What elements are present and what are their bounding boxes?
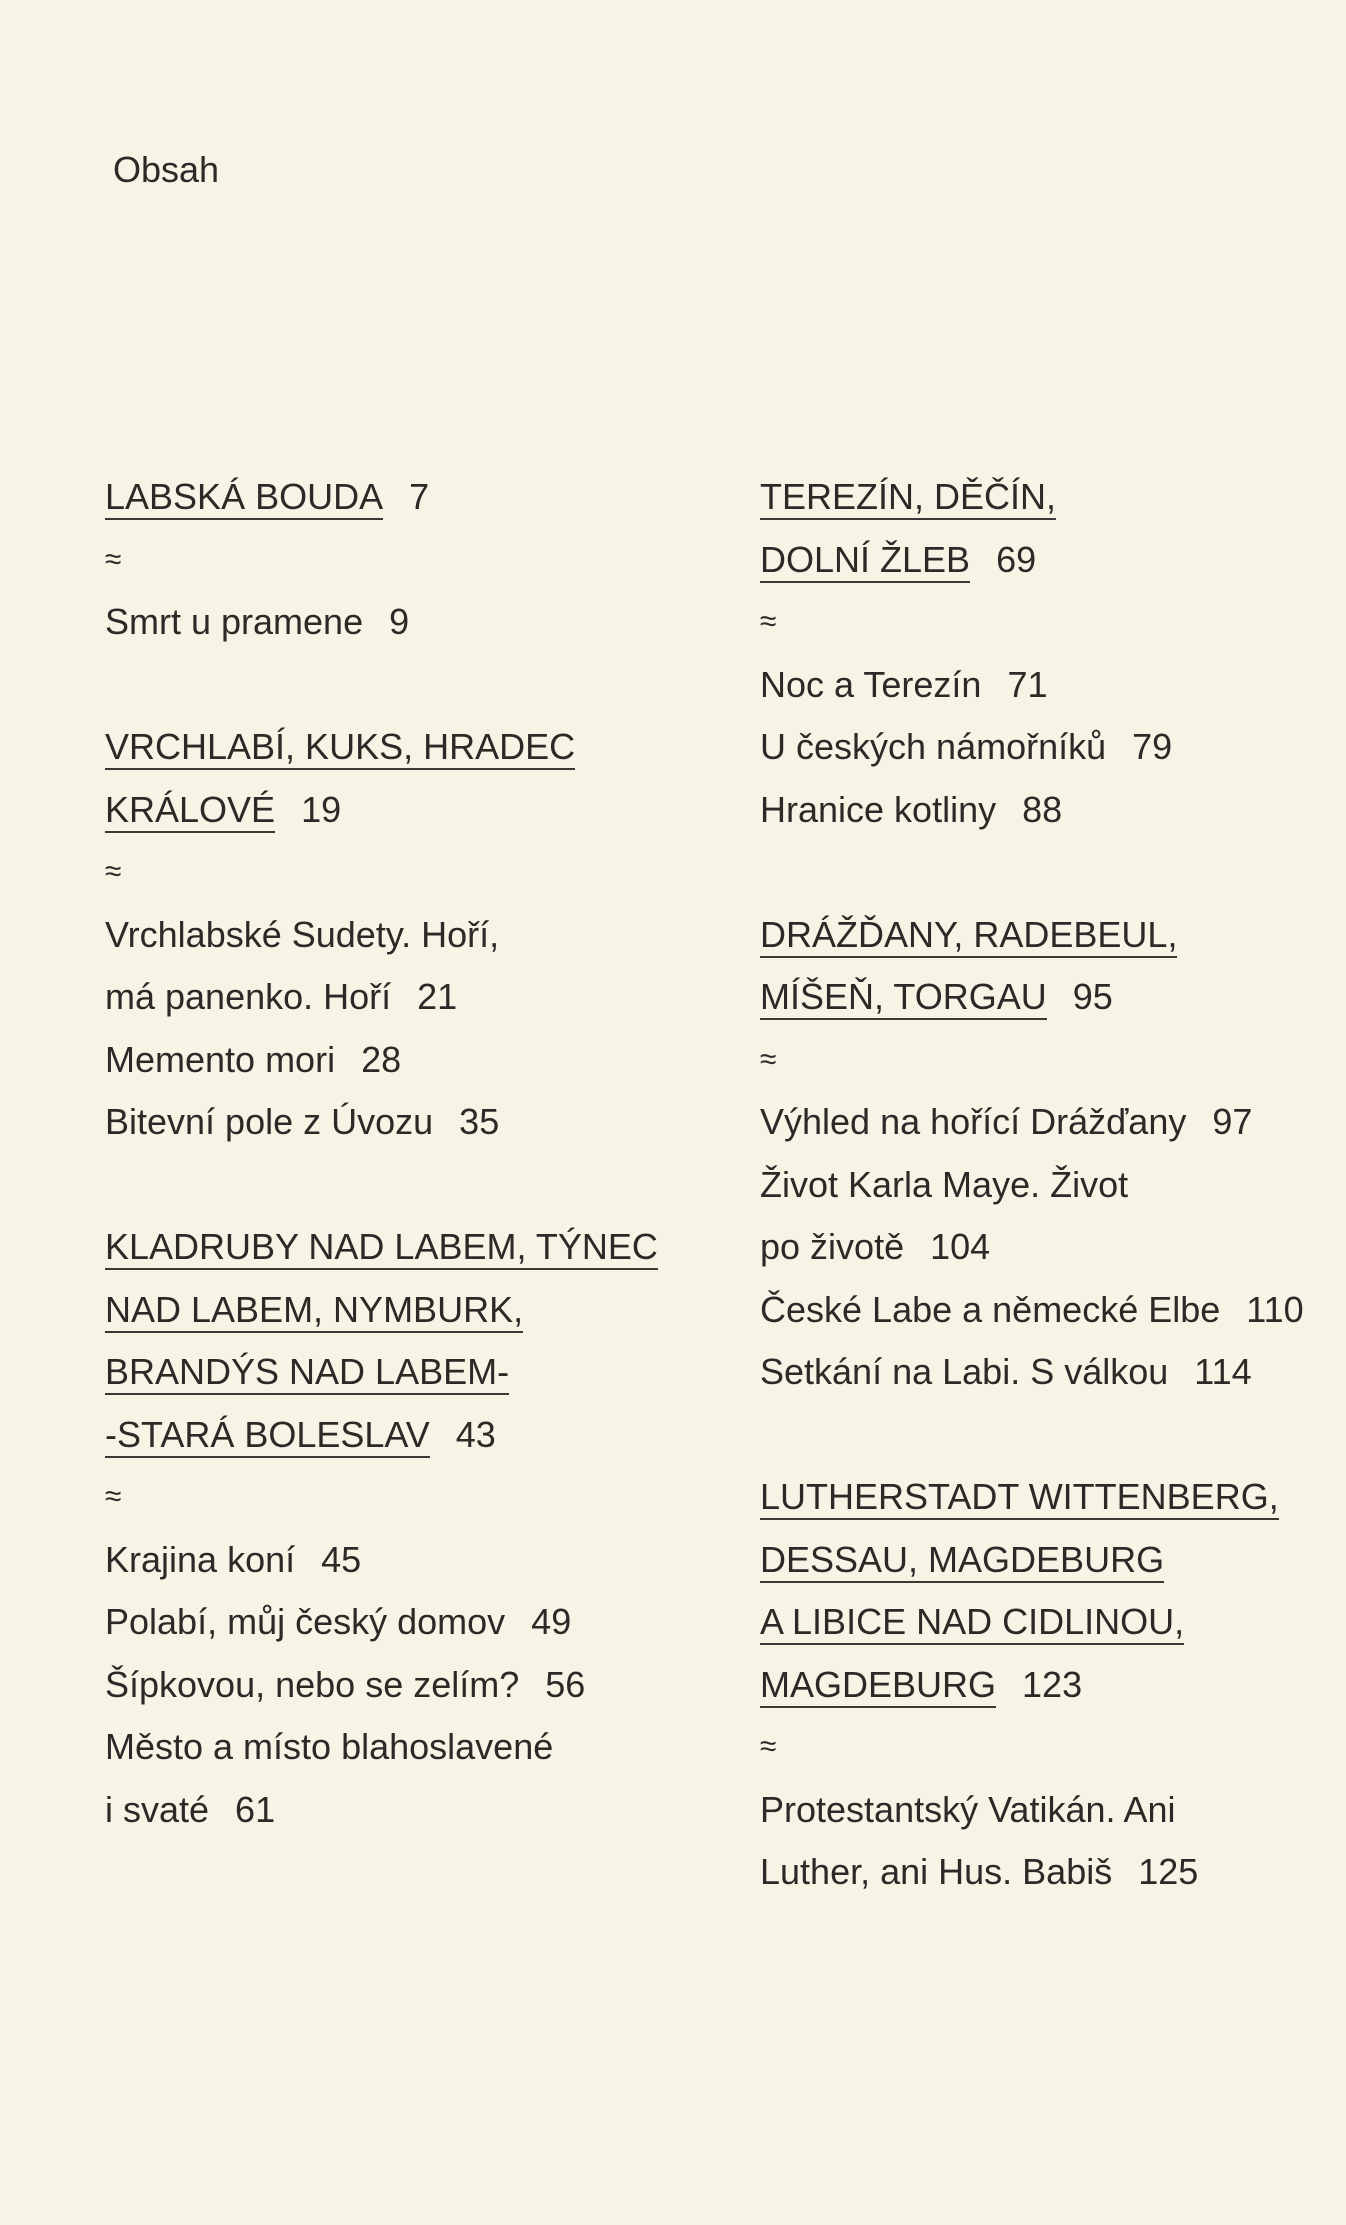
chapter-entry-line (760, 1841, 1346, 1904)
chapter-entry-line (105, 1779, 705, 1842)
page-title: Obsah (113, 149, 220, 190)
chapter-title: Krajina koní (105, 1538, 296, 1580)
section-page-number: 69 (996, 538, 1037, 580)
toc-section (760, 904, 1346, 1404)
toc-section (760, 466, 1346, 841)
section-title: KLADRUBY NAD LABEM, TÝNEC (105, 1226, 658, 1270)
section-page-number: 95 (1072, 976, 1113, 1017)
section-title: LABSKÁ BOUDA (105, 476, 383, 520)
chapter-title: Šípkovou, nebo se zelím? (105, 1663, 520, 1705)
section-title: NAD LABEM, NYMBURK, (105, 1289, 523, 1333)
section-title: LUTHERSTADT WITTENBERG, (760, 1476, 1279, 1520)
toc-section (105, 466, 705, 654)
chapter-title: po životě (760, 1226, 905, 1267)
chapter-entry-line (760, 1779, 1346, 1842)
separator-mark: ≈ (760, 1730, 777, 1763)
section-title: DOLNÍ ŽLEB (760, 539, 970, 583)
chapter-entry-line (760, 716, 1346, 779)
chapter-entry-line (105, 591, 705, 654)
chapter-page-number: 125 (1138, 1851, 1199, 1892)
chapter-entry-line (760, 1154, 1346, 1217)
chapter-entry-line (105, 1529, 705, 1592)
section-gap (760, 841, 1346, 904)
chapter-entry-line (760, 1216, 1346, 1279)
chapter-page-number: 110 (1246, 1288, 1304, 1330)
separator-mark: ≈ (105, 542, 122, 576)
chapter-title: Hranice kotliny (760, 788, 997, 830)
chapter-title: má panenko. Hoří (105, 976, 392, 1017)
chapter-entry-line (760, 779, 1346, 842)
chapter-page-number: 45 (321, 1538, 362, 1580)
section-title-line (105, 1279, 705, 1342)
section-title: A LIBICE NAD CIDLINOU, (760, 1601, 1184, 1645)
section-title-line (760, 466, 1346, 529)
chapter-page-number: 79 (1132, 726, 1173, 767)
chapter-title: Protestantský Vatikán. Ani (760, 1788, 1176, 1830)
chapter-page-number: 28 (361, 1038, 402, 1080)
section-title-line (760, 1591, 1346, 1654)
separator-mark: ≈ (105, 855, 122, 888)
section-title: MÍŠEŇ, TORGAU (760, 976, 1047, 1020)
separator-mark: ≈ (105, 1480, 122, 1513)
section-title: DRÁŽĎANY, RADEBEUL, (760, 914, 1177, 958)
section-title: KRÁLOVÉ (105, 789, 275, 833)
toc-section (760, 1466, 1346, 1904)
chapter-entry-line (105, 904, 705, 967)
section-page-number: 43 (455, 1413, 496, 1455)
section-title-line (105, 716, 705, 779)
chapter-title: Setkání na Labi. S válkou (760, 1351, 1169, 1392)
section-title-line (105, 1341, 705, 1404)
section-title-line (105, 779, 705, 842)
chapter-title: i svaté (105, 1788, 210, 1830)
chapter-title: Smrt u pramene (105, 601, 364, 642)
toc-section (105, 1216, 705, 1841)
section-title-line (105, 466, 705, 529)
section-page-number: 123 (1022, 1663, 1083, 1705)
section-title: BRANDÝS NAD LABEM- (105, 1351, 509, 1395)
chapter-page-number: 97 (1212, 1101, 1253, 1142)
chapter-entry-line (760, 1091, 1346, 1154)
chapter-entry-line (105, 966, 705, 1029)
chapter-entry-line (105, 1091, 705, 1154)
section-gap (105, 654, 705, 717)
chapter-page-number: 61 (235, 1788, 276, 1830)
chapter-page-number: 114 (1194, 1351, 1252, 1392)
section-page-number: 19 (301, 788, 342, 830)
section-page-number: 7 (409, 476, 430, 517)
toc-section (105, 716, 705, 1154)
chapter-title: Bitevní pole z Úvozu (105, 1101, 434, 1142)
toc-column-left (105, 466, 705, 1841)
section-gap (105, 1154, 705, 1217)
chapter-entry-line (760, 654, 1346, 717)
section-gap (760, 1404, 1346, 1467)
chapter-entry-line (760, 1341, 1346, 1404)
chapter-entry-line (760, 1279, 1346, 1342)
chapter-page-number: 71 (1007, 663, 1048, 705)
chapter-page-number: 56 (545, 1663, 586, 1705)
section-title: MAGDEBURG (760, 1664, 996, 1708)
chapter-title: Noc a Terezín (760, 663, 982, 705)
chapter-page-number: 88 (1022, 788, 1063, 830)
separator-mark: ≈ (760, 1042, 777, 1076)
chapter-title: Život Karla Maye. Život (760, 1163, 1129, 1205)
section-title-line (760, 1466, 1346, 1529)
chapter-page-number: 104 (930, 1226, 991, 1267)
section-title: DESSAU, MAGDEBURG (760, 1539, 1164, 1583)
chapter-title: Město a místo blahoslavené (105, 1726, 554, 1767)
section-title: -STARÁ BOLESLAV (105, 1414, 430, 1458)
section-title-line (760, 529, 1346, 592)
chapter-title: Luther, ani Hus. Babiš (760, 1851, 1113, 1892)
chapter-entry-line (105, 1716, 705, 1779)
separator-mark: ≈ (760, 605, 777, 638)
section-title: VRCHLABÍ, KUKS, HRADEC (105, 726, 575, 770)
chapter-title: U českých námořníků (760, 726, 1107, 767)
chapter-page-number: 49 (531, 1601, 572, 1642)
chapter-title: Výhled na hořící Drážďany (760, 1101, 1187, 1142)
section-title-line (760, 1529, 1346, 1592)
chapter-title: Polabí, můj český domov (105, 1601, 506, 1642)
section-title-line (760, 966, 1346, 1029)
chapter-page-number: 35 (459, 1101, 500, 1142)
section-title-line (105, 1404, 705, 1467)
chapter-title: České Labe a německé Elbe (760, 1288, 1221, 1330)
chapter-title: Memento mori (105, 1038, 336, 1080)
section-title-line (760, 904, 1346, 967)
toc-column-right (760, 466, 1346, 1904)
chapter-entry-line (105, 1654, 705, 1717)
chapter-entry-line (105, 1591, 705, 1654)
chapter-page-number: 21 (417, 976, 458, 1017)
section-title-line (105, 1216, 705, 1279)
chapter-page-number: 9 (389, 601, 410, 642)
section-title: TEREZÍN, DĚČÍN, (760, 476, 1056, 520)
chapter-entry-line (105, 1029, 705, 1092)
chapter-title: Vrchlabské Sudety. Hoří, (105, 913, 500, 955)
section-title-line (760, 1654, 1346, 1717)
